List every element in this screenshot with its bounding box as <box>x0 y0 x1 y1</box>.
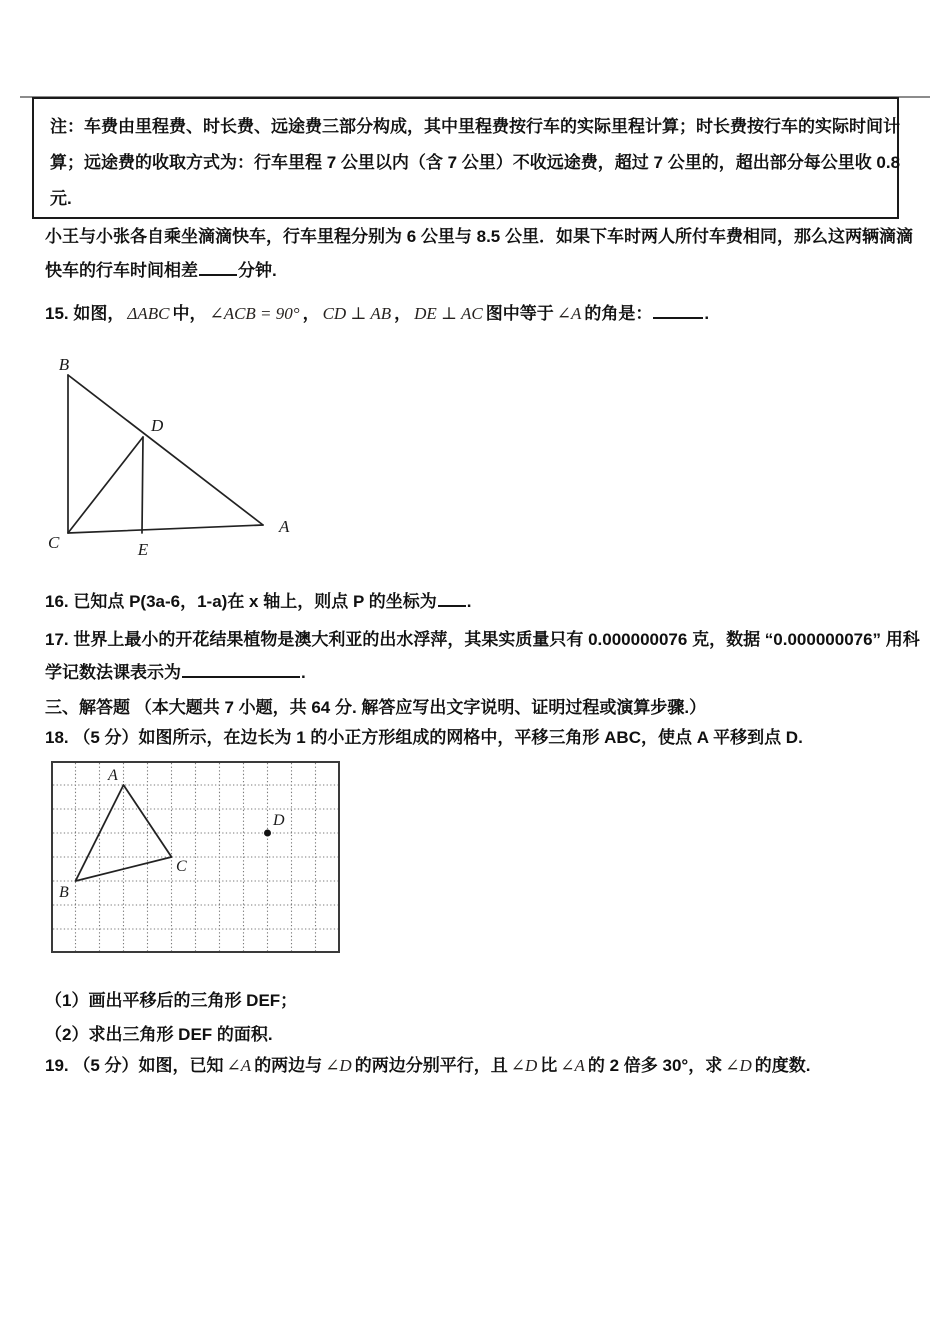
q15-math-cd-perp-ab: CD ⊥ AB <box>322 304 392 323</box>
vertex-label-b: B <box>58 355 70 374</box>
q18-sub-1: （1）画出平移后的三角形 DEF； <box>45 991 298 1010</box>
q19-math-angle-d-3: ∠D <box>725 1056 752 1075</box>
fare-note-box <box>32 97 899 219</box>
intro-line-1: 小王与小张各自乘坐滴滴快车，行车里程分别为 6 公里与 8.5 公里．如果下车时两人所付车费相同，那么这两辆滴滴 <box>45 227 913 246</box>
segment-ca <box>68 525 263 533</box>
q19-text-1: 19. （5 分）如图，已知 <box>45 1056 224 1075</box>
q15-text-3: ， <box>302 304 320 323</box>
vertex-label-a: A <box>279 517 290 536</box>
q19-text-2: 的两边与 <box>254 1056 323 1075</box>
q19-math-angle-d-1: ∠D <box>325 1056 352 1075</box>
q15-text-1: 15. 如图， <box>45 304 125 323</box>
q17-line-2-prefix: 学记数法课表示为 <box>45 663 181 682</box>
q19-math-angle-a-2: ∠A <box>560 1056 585 1075</box>
question-17-line-2 <box>45 662 306 684</box>
q19-text-4: 比 <box>540 1056 558 1075</box>
q15-text-6: 的角是： <box>584 304 653 323</box>
segment-cd <box>68 437 143 533</box>
q15-text-7: . <box>704 304 710 323</box>
vertex-label-e: E <box>137 540 149 559</box>
question-18: 18. （5 分）如图所示，在边长为 1 的小正方形组成的网格中，平移三角形 ABC，使点 A 平移到点 D. <box>45 728 803 747</box>
note-line-3: 元. <box>50 189 72 208</box>
vertex-label-c: C <box>48 533 60 552</box>
grid-label-c: C <box>176 858 187 875</box>
grid-label-b: B <box>59 884 69 901</box>
grid-figure-q18 <box>51 761 340 953</box>
question-16 <box>45 591 471 613</box>
q16-text-2: . <box>466 592 472 611</box>
answer-blank-minutes <box>199 261 237 276</box>
q16-text-1: 16. 已知点 P(3a-6，1-a)在 x 轴上，则点 P 的坐标为 <box>45 592 437 611</box>
q19-text-6: 的度数. <box>754 1056 811 1075</box>
answer-blank-q17 <box>182 663 300 678</box>
grid-label-d: D <box>273 812 285 829</box>
intro-line-2-prefix: 快车的行车时间相差 <box>45 261 198 280</box>
triangle-figure-q15 <box>40 352 310 567</box>
q15-math-angle-acb: ∠ACB = 90° <box>209 304 300 323</box>
q19-math-angle-a-1: ∠A <box>226 1056 252 1075</box>
segment-de <box>142 437 143 533</box>
answer-blank-q16 <box>438 592 466 607</box>
q17-line-2-suffix: . <box>301 663 306 682</box>
grid-label-a: A <box>108 767 118 784</box>
segment-ba <box>68 375 263 525</box>
q15-math-angle-a: ∠A <box>556 304 582 323</box>
answer-blank-q15 <box>653 304 703 319</box>
question-17-line-1: 17. 世界上最小的开花结果植物是澳大利亚的出水浮萍，其果实质量只有 0.000000076 克，数据 “0.000000076” 用科 <box>45 630 920 649</box>
q18-sub-2: （2）求出三角形 DEF 的面积. <box>45 1025 273 1044</box>
q15-math-de-perp-ac: DE ⊥ AC <box>414 304 483 323</box>
q15-text-2: 中， <box>172 304 207 323</box>
q19-text-5: 的 2 倍多 30°，求 <box>587 1056 723 1075</box>
question-19 <box>45 1055 811 1077</box>
intro-line-2 <box>45 260 277 282</box>
note-line-2: 算；远途费的收取方式为：行车里程 7 公里以内（含 7 公里）不收远途费，超过 7 公里的，超出部分每公里收 0.8 <box>50 153 901 172</box>
note-line-1: 注：车费由里程费、时长费、远途费三部分构成，其中里程费按行车的实际里程计算；时长费按行车的实际时间计 <box>50 117 900 136</box>
intro-line-2-suffix: 分钟. <box>238 261 277 280</box>
vertex-label-d: D <box>151 416 164 435</box>
q19-math-angle-d-2: ∠D <box>510 1056 538 1075</box>
q15-math-triangle-abc: ΔABC <box>127 304 170 323</box>
question-15 <box>45 303 709 325</box>
section-3-header: 三、解答题 （本大题共 7 小题，共 64 分. 解答应写出文字说明、证明过程或演算步骤.） <box>45 698 707 717</box>
q15-text-5: 图中等于 <box>485 304 554 323</box>
q15-text-4: ， <box>394 304 412 323</box>
q19-text-3: 的两边分别平行，且 <box>354 1056 508 1075</box>
point-d-dot <box>264 830 271 837</box>
